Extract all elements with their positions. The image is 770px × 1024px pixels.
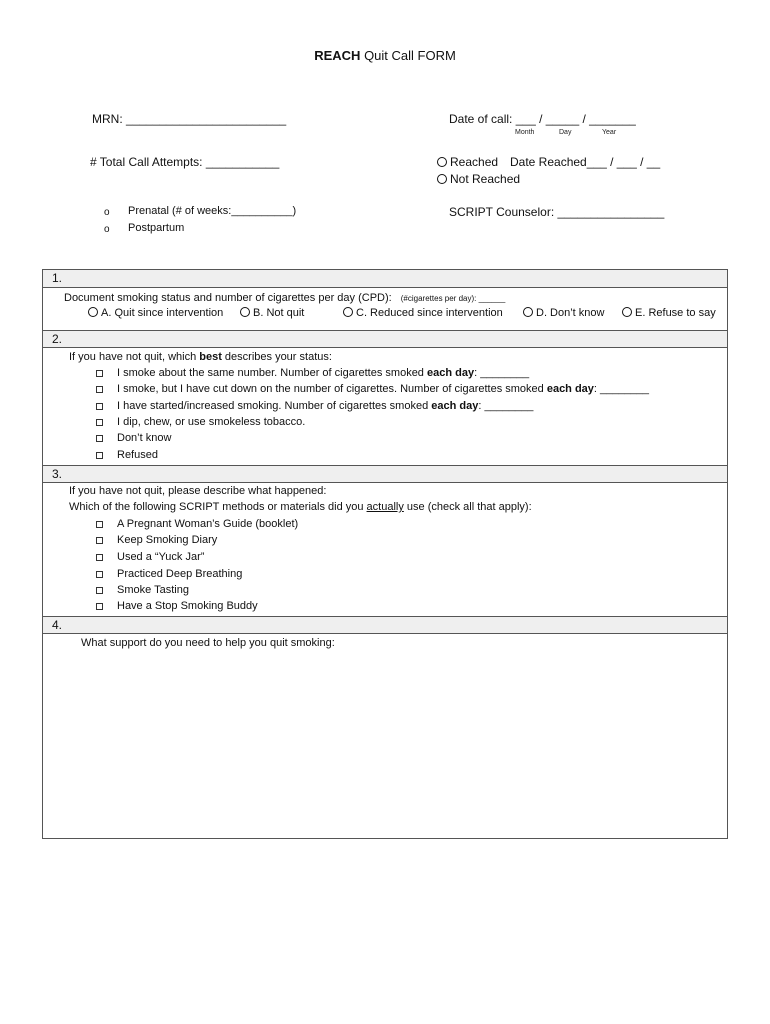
section-1-prompt-text: Document smoking status and number of cigarettes per day (CPD):	[64, 292, 392, 304]
call-attempts-blank[interactable]: ___________	[205, 155, 280, 169]
date-day-caption: Day	[559, 129, 572, 136]
not-reached-radio-icon[interactable]	[437, 174, 447, 184]
postpartum-option[interactable]: Postpartum	[128, 222, 185, 234]
script-counselor-field[interactable]	[449, 205, 664, 219]
postpartum-bullet-icon: o	[104, 224, 110, 235]
method-item-label: Keep Smoking Diary	[117, 534, 218, 546]
prenatal-bullet-icon: o	[104, 207, 110, 218]
section-2-prompt-post: describes your status:	[221, 351, 332, 363]
mrn-blank[interactable]: ________________________	[126, 112, 287, 126]
status-d-label: D. Don’t know	[536, 307, 605, 319]
status-b-radio-icon[interactable]	[240, 307, 250, 317]
section-2-prompt	[69, 351, 332, 363]
status-option-d[interactable]	[523, 307, 604, 319]
checkbox-icon[interactable]	[96, 537, 103, 544]
status-item-text: I dip, chew, or use smokeless tobacco.	[117, 416, 306, 428]
date-of-call-label: Date of call:	[449, 112, 513, 126]
support-answer-area[interactable]	[43, 652, 727, 838]
status-a-radio-icon[interactable]	[88, 307, 98, 317]
status-item-blank[interactable]: : ________	[474, 367, 530, 379]
date-month-caption: Month	[515, 129, 535, 136]
questionnaire-box	[42, 269, 728, 839]
section-3-prompt-2-pre: Which of the following SCRIPT methods or materials did you	[69, 501, 367, 513]
section-1-prompt	[64, 292, 505, 304]
method-item-label: Have a Stop Smoking Buddy	[117, 600, 258, 612]
script-counselor-blank[interactable]: ________________	[557, 205, 665, 219]
section-3-prompt-2-underline: actually	[366, 501, 404, 513]
status-item-text: I smoke about the same number. Number of cigarettes smoked	[117, 367, 427, 379]
cpd-note[interactable]: (#cigarettes per day): ______	[400, 294, 506, 303]
status-option-b[interactable]	[240, 307, 304, 319]
status-item-text: I have started/increased smoking. Number of cigarettes smoked	[117, 400, 432, 412]
status-option-a[interactable]	[88, 307, 223, 319]
status-c-radio-icon[interactable]	[343, 307, 353, 317]
checkbox-icon[interactable]	[96, 521, 103, 528]
section-2-prompt-bold: best	[199, 351, 222, 363]
status-item[interactable]	[117, 449, 158, 461]
section-3-prompt-2-post: use (check all that apply):	[403, 501, 532, 513]
method-item[interactable]	[117, 584, 189, 596]
prenatal-option[interactable]: Prenatal (# of weeks:__________)	[128, 205, 297, 217]
status-option-e[interactable]	[622, 307, 716, 319]
form-title	[0, 48, 770, 63]
checkbox-icon[interactable]	[96, 571, 103, 578]
method-item[interactable]	[117, 534, 217, 546]
script-counselor-label: SCRIPT Counselor:	[449, 205, 555, 219]
checkbox-icon[interactable]	[96, 419, 103, 426]
status-a-label: A. Quit since intervention	[101, 307, 224, 319]
section-3-prompt-1: If you have not quit, please describe what happened:	[69, 485, 327, 497]
method-item-label: Smoke Tasting	[117, 584, 189, 596]
checkbox-icon[interactable]	[96, 554, 103, 561]
checkbox-icon[interactable]	[96, 403, 103, 410]
checkbox-icon[interactable]	[96, 435, 103, 442]
not-reached-option[interactable]	[437, 172, 520, 186]
call-attempts-field[interactable]	[90, 155, 279, 169]
status-item-text: I smoke, but I have cut down on the number of cigarettes. Number of cigarettes smoked	[117, 383, 547, 395]
status-e-radio-icon[interactable]	[622, 307, 632, 317]
status-d-radio-icon[interactable]	[523, 307, 533, 317]
status-item[interactable]	[117, 383, 649, 395]
status-item-bold: each day	[426, 367, 475, 379]
section-2-header: 2.	[43, 330, 727, 348]
method-item[interactable]	[117, 551, 204, 563]
section-2-prompt-pre: If you have not quit, which	[69, 351, 200, 363]
method-item[interactable]	[117, 568, 242, 580]
method-item-label: Practiced Deep Breathing	[117, 568, 243, 580]
status-item-blank[interactable]: : ________	[593, 383, 649, 395]
section-3-prompt-2	[69, 501, 532, 513]
date-of-call-field[interactable]	[449, 112, 636, 126]
reached-label: Reached	[450, 155, 499, 169]
status-item-text: Refused	[117, 449, 158, 461]
status-item-bold: each day	[431, 400, 479, 412]
checkbox-icon[interactable]	[96, 452, 103, 459]
not-reached-label: Not Reached	[450, 172, 521, 186]
date-of-call-blanks[interactable]: ___ / _____ / _______	[515, 112, 636, 126]
method-item[interactable]	[117, 518, 298, 530]
reached-radio-icon[interactable]	[437, 157, 447, 167]
section-4-header: 4.	[43, 616, 727, 634]
status-item[interactable]	[117, 400, 533, 412]
reached-option[interactable]	[437, 155, 498, 169]
form-title-bold: REACH	[314, 48, 361, 63]
checkbox-icon[interactable]	[96, 587, 103, 594]
status-item[interactable]	[117, 367, 529, 379]
form-title-rest: Quit Call FORM	[364, 48, 456, 63]
checkbox-icon[interactable]	[96, 603, 103, 610]
status-b-label: B. Not quit	[253, 307, 305, 319]
call-attempts-label: # Total Call Attempts:	[90, 155, 203, 169]
mrn-label: MRN:	[92, 112, 123, 126]
status-option-c[interactable]	[343, 307, 503, 319]
section-1-header: 1.	[43, 270, 727, 288]
status-item[interactable]	[117, 416, 305, 428]
date-reached-field[interactable]: Date Reached___ / ___ / __	[510, 155, 661, 169]
status-item-blank[interactable]: : ________	[478, 400, 534, 412]
status-item[interactable]	[117, 432, 171, 444]
section-3-header: 3.	[43, 465, 727, 483]
checkbox-icon[interactable]	[96, 386, 103, 393]
section-4-prompt: What support do you need to help you quit smoking:	[81, 637, 335, 649]
status-item-bold: each day	[546, 383, 594, 395]
date-year-caption: Year	[602, 129, 617, 136]
checkbox-icon[interactable]	[96, 370, 103, 377]
method-item-label: Used a “Yuck Jar”	[117, 551, 205, 563]
mrn-field[interactable]	[92, 112, 286, 126]
status-c-label: C. Reduced since intervention	[356, 307, 503, 319]
method-item-label: A Pregnant Woman’s Guide (booklet)	[117, 518, 299, 530]
method-item[interactable]	[117, 600, 258, 612]
status-e-label: E. Refuse to say	[635, 307, 716, 319]
status-item-text: Don’t know	[117, 432, 172, 444]
